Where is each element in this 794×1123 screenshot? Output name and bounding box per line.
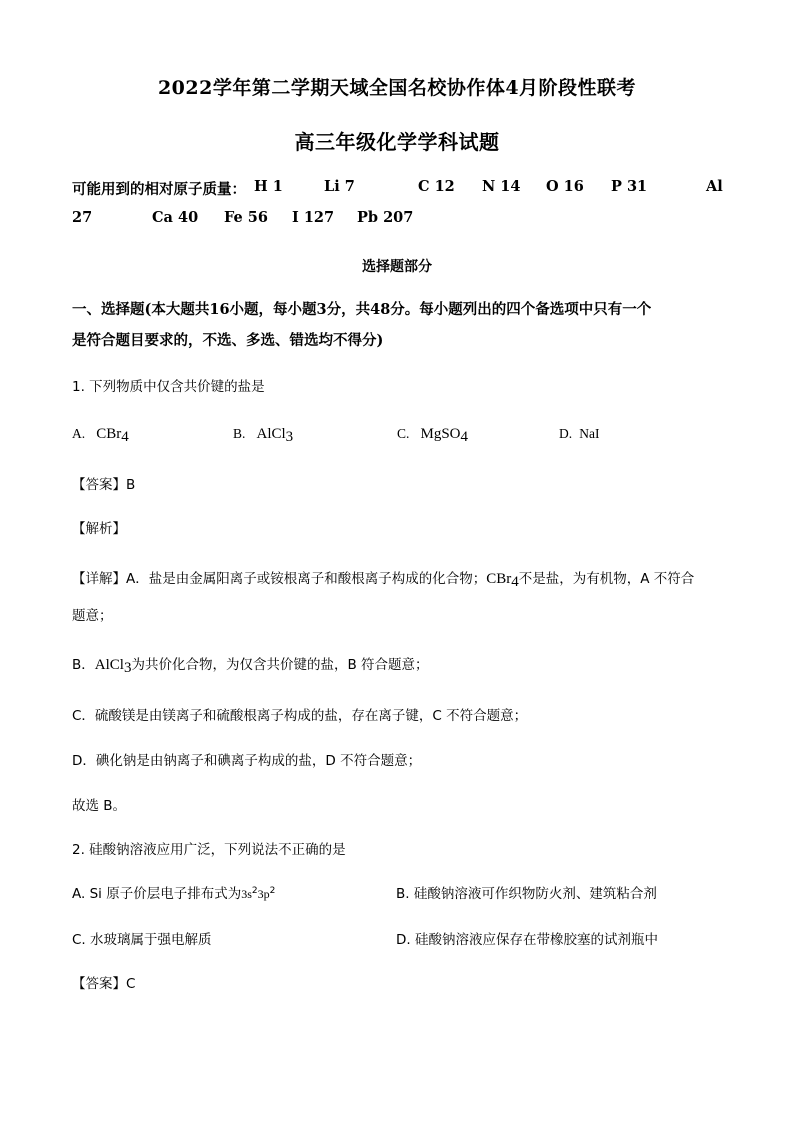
question-1-detail-b — [72, 653, 429, 674]
config-p-electrons: 2 — [269, 886, 276, 896]
question-1-conclusion: 故选 B。 — [72, 798, 127, 814]
exam-subtitle: 高三年级化学学科试题 — [294, 130, 500, 154]
atomic-mass-pb: Pb 207 — [357, 209, 414, 226]
question-1-detail-c: C．硫酸镁是由镁离子和硫酸根离子构成的盐，存在离子键，C 不符合题意； — [72, 708, 528, 724]
atomic-mass-o: O 16 — [546, 178, 584, 195]
atomic-mass-li: Li 7 — [324, 178, 355, 195]
atomic-mass-c: C 12 — [418, 178, 455, 195]
atomic-mass-i: I 127 — [292, 209, 335, 226]
question-1-analysis-tag: 【解析】 — [72, 521, 126, 537]
detail-b-formula-subscript: 3 — [123, 660, 132, 676]
config-s-electrons: 2 — [251, 886, 258, 896]
atomic-mass-p: P 31 — [611, 178, 648, 195]
option-formula-subscript: 3 — [285, 429, 294, 445]
question-1-stem: 1. 下列物质中仅含共价键的盐是 — [72, 379, 265, 395]
question-1-option-c — [397, 423, 468, 443]
detail-a-formula: CBr — [486, 571, 512, 587]
answer-tag: 【答案】 — [72, 477, 126, 493]
answer-value: C — [126, 976, 136, 992]
question-2-stem: 2. 硅酸钠溶液应用广泛，下列说法不正确的是 — [72, 842, 346, 858]
detail-a-text-2: 不是盐，为有机物，A 不符合 — [518, 571, 695, 587]
question-1-detail-d: D．碘化钠是由钠离子和碘离子构成的盐，D 不符合题意； — [72, 753, 422, 769]
atomic-mass-label: 可能用到的相对原子质量： — [72, 181, 246, 198]
question-2-option-c: C. 水玻璃属于强电解质 — [72, 932, 212, 948]
question-1-detail-a — [72, 567, 694, 588]
atomic-mass-al-value: 27 — [72, 209, 93, 226]
detail-b-prefix: B． — [72, 657, 95, 673]
option-formula-subscript: 4 — [121, 429, 129, 445]
answer-value: B — [126, 477, 136, 493]
detail-a-text: A．盐是由金属阳离子或铵根离子和酸根离子构成的化合物； — [126, 571, 487, 587]
detail-a-formula-subscript: 4 — [511, 574, 519, 590]
option-letter: A. — [72, 426, 86, 441]
atomic-mass-ca: Ca 40 — [152, 209, 199, 226]
question-1-detail-a-cont: 题意； — [72, 608, 113, 624]
config-orbital-s: 3s — [241, 887, 252, 901]
atomic-mass-al: Al — [706, 178, 723, 195]
option-letter: C. — [397, 426, 410, 441]
option-letter: B. — [233, 426, 246, 441]
option-formula: AlCl — [256, 426, 286, 442]
question-2-option-d: D. 硅酸钠溶液应保存在带橡胶塞的试剂瓶中 — [396, 932, 658, 948]
option-formula-subscript: 4 — [460, 429, 468, 445]
atomic-mass-h: H 1 — [254, 178, 283, 195]
answer-tag: 【答案】 — [72, 976, 126, 992]
question-1-option-b — [233, 423, 293, 443]
option-a-text: A. Si 原子价层电子排布式为 — [72, 886, 242, 902]
exam-title: 2022学年第二学期天域全国名校协作体4月阶段性联考 — [157, 77, 637, 99]
question-2-option-b: B. 硅酸钠溶液可作织物防火剂、建筑粘合剂 — [396, 886, 657, 902]
detail-tag: 【详解】 — [72, 571, 126, 587]
question-2-answer — [72, 972, 135, 992]
section-title: 选择题部分 — [362, 259, 432, 275]
instructions-line-1: 一、选择题(本大题共16小题，每小题3分，共48分。每小题列出的四个备选项中只有一个 — [72, 301, 652, 318]
instructions-line-2: 是符合题目要求的，不选、多选、错选均不得分) — [72, 332, 384, 349]
detail-b-text: 为共价化合物，为仅含共价键的盐，B 符合题意； — [131, 657, 429, 673]
option-formula: CBr — [96, 426, 122, 442]
atomic-mass-fe: Fe 56 — [224, 209, 268, 226]
question-1-option-d — [559, 423, 599, 442]
config-orbital-p: 3p — [257, 887, 270, 901]
question-1-option-a — [72, 423, 129, 443]
detail-b-formula: AlCl — [94, 657, 124, 673]
option-letter: D. — [559, 426, 573, 441]
question-1-answer — [72, 473, 135, 493]
atomic-mass-n: N 14 — [482, 178, 521, 195]
option-formula: NaI — [579, 426, 600, 441]
option-formula: MgSO — [420, 426, 461, 442]
question-2-option-a — [72, 882, 275, 902]
